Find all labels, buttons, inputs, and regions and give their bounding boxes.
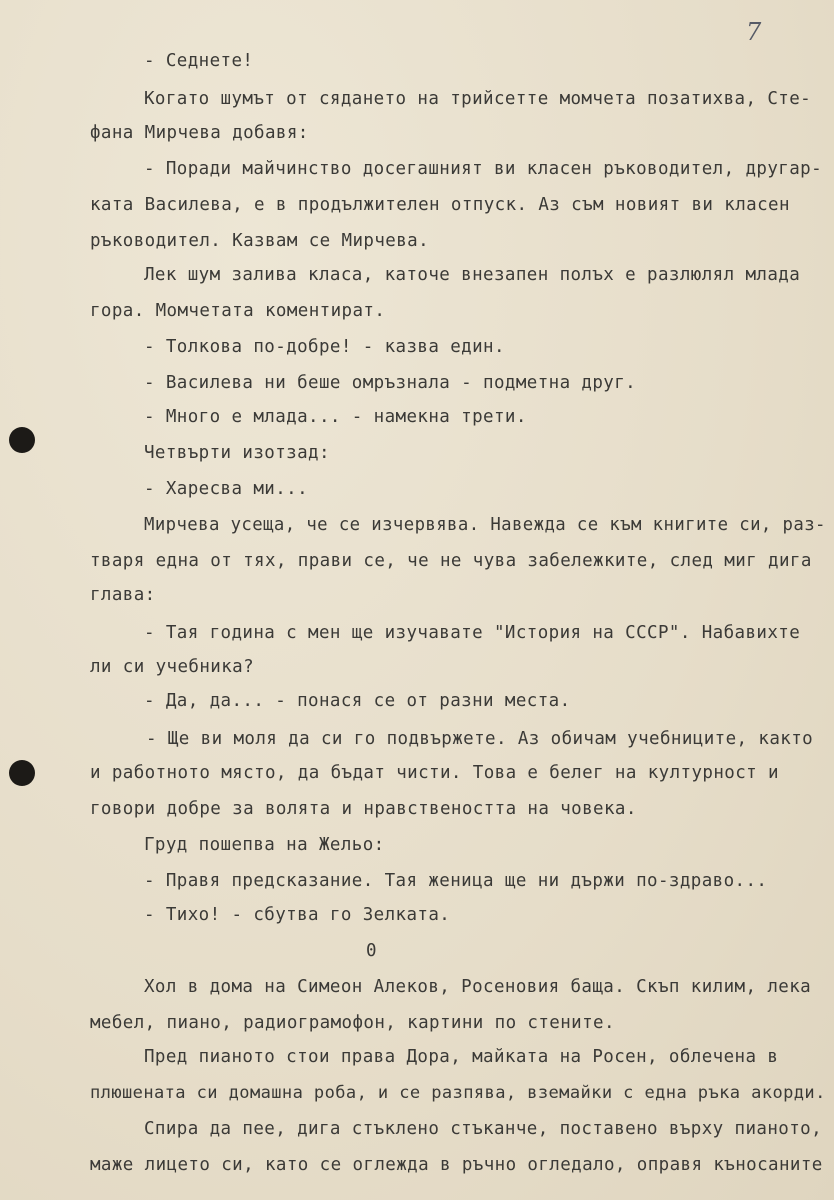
text-line: Пред пианото стои права Дора, майката на Росен, облечена в: [144, 1047, 779, 1067]
text-line: Лек шум залива класа, каточе внезапен полъх е разлюлял млада: [144, 265, 801, 285]
text-line: Спира да пее, дига стъклено стъканче, поставено върху пианото,: [144, 1119, 823, 1139]
text-line: - Тая година с мен ще изучавате "История на СССР". Набавихте: [144, 623, 801, 643]
text-line: плюшената си домашна роба, и се разпява, вземайки с една ръка акорди.: [90, 1083, 826, 1103]
text-line: Мирчева усеща, че се изчервява. Навежда се към книгите си, раз-: [144, 515, 826, 535]
text-line: - Толкова по-добре! - казва един.: [144, 337, 505, 357]
text-line: фана Мирчева добавя:: [90, 123, 309, 143]
text-line: - Да, да... - понася се от разни места.: [144, 691, 571, 711]
text-line: Четвърти изотзад:: [144, 443, 330, 463]
text-line: ката Василева, е в продължителен отпуск. Аз съм новият ви класен: [90, 195, 790, 215]
text-line: - Седнете!: [144, 51, 254, 71]
punch-hole: [9, 427, 35, 453]
text-line: - Василева ни беше омръзнала - подметна друг.: [144, 373, 637, 393]
text-line: - Поради майчинство досегашният ви класен ръководител, другар-: [144, 159, 823, 179]
text-line: маже лицето си, като се оглежда в ръчно огледало, оправя къносаните: [90, 1155, 823, 1175]
text-line: гора. Момчетата коментират.: [90, 301, 386, 321]
text-line: - Ще ви моля да си го подвържете. Аз обичам учебниците, както: [146, 729, 814, 749]
text-line: - Харесва ми...: [144, 479, 309, 499]
text-line: - Правя предсказание. Тая женица ще ни държи по-здраво...: [144, 871, 768, 891]
text-line: Когато шумът от сядането на трийсетте момчета позатихва, Сте-: [144, 89, 812, 109]
section-separator: 0: [366, 941, 377, 961]
text-line: и работното място, да бъдат чисти. Това е белег на културност и: [90, 763, 779, 783]
text-line: глава:: [90, 585, 156, 605]
page-number: 7: [746, 18, 762, 46]
text-line: тваря една от тях, прави се, че не чува забележките, след миг дига: [90, 551, 812, 571]
text-line: говори добре за волята и нравствеността на човека.: [90, 799, 637, 819]
text-line: мебел, пиано, радиограмофон, картини по стените.: [90, 1013, 615, 1033]
text-line: ръководител. Казвам се Мирчева.: [90, 231, 430, 251]
text-line: - Много е млада... - намекна трети.: [144, 407, 527, 427]
punch-hole: [9, 760, 35, 786]
text-line: Груд пошепва на Жельо:: [144, 835, 385, 855]
text-line: ли си учебника?: [90, 657, 255, 677]
text-line: - Тихо! - сбутва го Зелката.: [144, 905, 451, 925]
text-line: Хол в дома на Симеон Алеков, Росеновия баща. Скъп килим, лека: [144, 977, 812, 997]
